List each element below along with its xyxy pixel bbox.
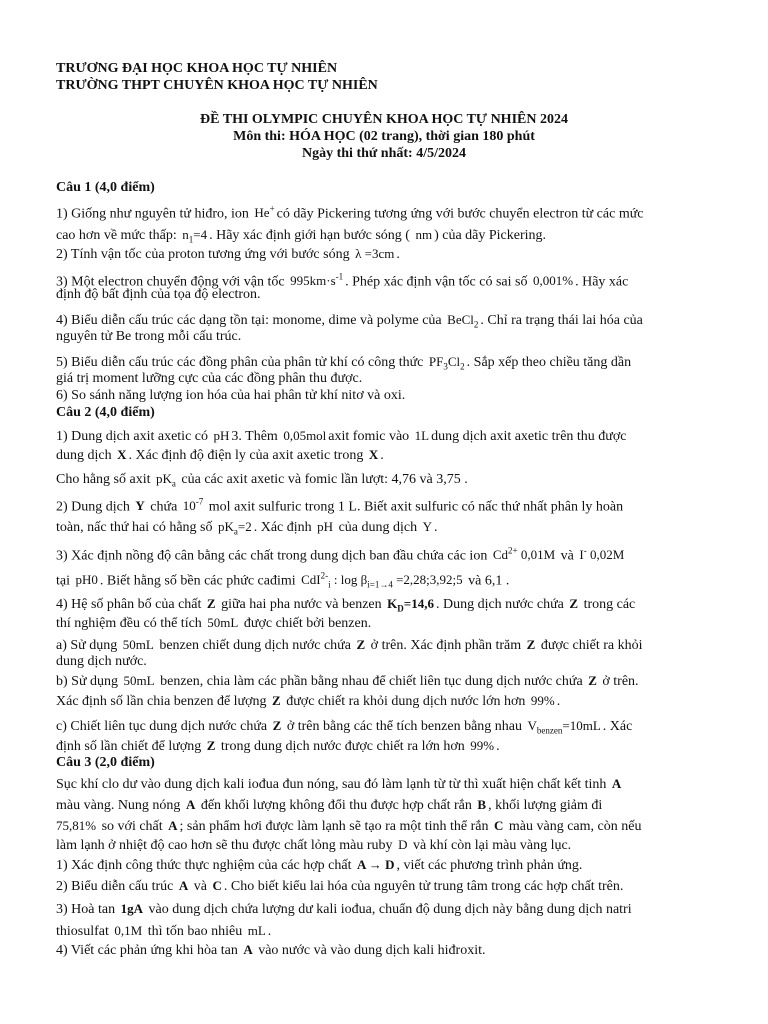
q1-line-9: giá trị moment lưỡng cực của các đồng phân thu được. [56, 371, 363, 386]
math-n1: $n_1=4$ [182, 227, 208, 245]
q3-line-7: 3) Hoà tan 1gA vào dung dịch chứa lượng dư kali iođua, chuẩn độ dung dịch này bằng dung dịch natri [56, 901, 632, 917]
q3-line-2: màu vàng. Nung nóng A đến khối lượng không đổi thu được hợp chất rắn B , khối lượng giảm đi [56, 797, 603, 813]
q2-line-10: a) Sử dụng 50mL benzen chiết dung dịch nước chứa Z ở trên. Xác định phần trăm Z được chiết ra khỏi [56, 637, 643, 653]
math-he-ion: He+ [254, 204, 275, 221]
math-z-8: Z [206, 738, 216, 753]
math-z-4: Z [526, 637, 536, 652]
math-becl2: BeCl$_2$ [447, 312, 479, 330]
math-ml: mL [247, 923, 266, 938]
math-i-ion: I- 0,02M [579, 546, 625, 563]
math-005mol: 0,05mol [283, 428, 327, 443]
math-pka2: $pK_a=2$ [218, 519, 252, 537]
math-z-6: Z [272, 693, 281, 708]
math-cd-ion: $Cd^{2+}$ 0,01M [492, 546, 556, 563]
math-y-2: Y [422, 519, 432, 534]
q1-line-10: 6) So sánh năng lượng ion hóa của hai phân tử khí nitơ và oxi. [56, 388, 406, 403]
q2-line-6: 3) Xác định nồng độ cân bằng các chất trong dung dịch ban đầu chứa các ion $Cd^{2+}$ 0,01M và I- 0,02M [56, 546, 625, 564]
q1-line-7: nguyên tử Be trong mỗi cấu trúc. [56, 329, 242, 344]
question-1-heading: Câu 1 (4,0 điểm) [56, 180, 155, 195]
math-vbenzen: $V_{benzen}=10mL$ [527, 718, 601, 736]
exam-title: ĐỀ THI OLYMPIC CHUYÊN KHOA HỌC TỰ NHIÊN 2024 [200, 112, 568, 127]
math-1ga: 1gA [120, 901, 143, 916]
q2-line-12: b) Sử dụng 50mL benzen, chia làm các phần bằng nhau để chiết liên tục dung dịch nước chứa Z ở trên. [56, 673, 639, 689]
math-ph-2: pH [317, 519, 334, 534]
math-nm: nm [415, 227, 433, 242]
university-name: TRƯƠNG ĐẠI HỌC KHOA HỌC TỰ NHIÊN [56, 61, 338, 76]
math-x: X [117, 447, 127, 462]
q2-line-2: dung dịch X . Xác định độ điện ly của axit axetic trong X . [56, 447, 384, 463]
math-pf3cl2: $PF_3Cl_2$ [428, 354, 465, 372]
math-velocity: $995km\cdot s^{-1}$ [290, 272, 344, 289]
math-a-4: A [178, 878, 189, 893]
math-50ml-3: 50mL [123, 673, 155, 688]
q1-line-2: cao hơn về mức thấp: $n_1=4$ . Hãy xác định giới hạn bước sóng ( nm ) của dãy Pickering. [56, 227, 547, 245]
q3-line-4: làm lạnh ở nhiệt độ cao hơn sẽ thu được chất lỏng màu ruby D và khí còn lại màu vàng lục. [56, 837, 572, 853]
math-99pct: 99% [530, 693, 555, 708]
math-y: Y [135, 498, 145, 514]
math-75pct: 75,81% [56, 818, 97, 833]
math-a-3: A [168, 818, 178, 833]
math-1e-7: $10^{-7}$ [182, 497, 204, 514]
math-z-7: Z [272, 718, 282, 733]
math-z-3: Z [356, 637, 366, 652]
q2-line-7: tại pH0 . Biết hằng số bền các phức cađimi CdI$^{2-}_i$ : $\log \beta_{i=1\to 4}$ =2,28;3,92;5 và 6,1 . [56, 571, 510, 590]
math-a: A [611, 776, 622, 791]
question-3-heading: Câu 3 (2,0 điểm) [56, 755, 155, 770]
q3-line-9: 4) Viết các phản ứng khi hòa tan A vào nước và vào dung dịch kali hiđroxit. [56, 942, 486, 958]
q2-line-8: 4) Hệ số phân bố của chất Z giữa hai pha nước và benzen $K_D=14,6$ . Dung dịch nước chứa Z trong các [56, 596, 636, 614]
exam-subject: Môn thi: HÓA HỌC (02 trang), thời gian 180 phút [233, 129, 535, 144]
q1-line-6: 4) Biểu diễn cấu trúc các dạng tồn tại: monome, dime và polyme của BeCl$_2$ . Chỉ ra trạng thái lai hóa của [56, 312, 643, 330]
q3-line-5: 1) Xác định công thức thực nghiệm của các hợp chất A → D , viết các phương trình phản ứng. [56, 857, 583, 873]
math-ph0: pH0 [75, 572, 98, 588]
math-z-5: Z [588, 673, 597, 688]
q2-line-4: 2) Dung dịch Y chứa $10^{-7}$ mol axit sulfuric trong 1 L. Biết axit sulfuric có nấc thứ nhất phân ly hoàn [56, 497, 624, 515]
math-ph: pH [213, 428, 230, 443]
math-99pct-2: 99% [470, 738, 495, 753]
q2-line-9: thí nghiệm đều có thể tích 50mL được chiết bởi benzen. [56, 615, 372, 631]
q2-line-14: c) Chiết liên tục dung dịch nước chứa Z ở trên bằng các thể tích benzen bằng nhau $V_{benzen}=10mL$ . Xác [56, 718, 633, 736]
math-1l: 1L [414, 428, 430, 443]
q1-line-5: định độ bất định của tọa độ electron. [56, 287, 261, 302]
q3-line-8: thiosulfat 0,1M thì tốn bao nhiêu mL . [56, 923, 272, 939]
math-z: Z [206, 596, 216, 611]
math-c-2: C [212, 878, 222, 893]
math-c: C [493, 818, 504, 833]
math-x-2: X [368, 447, 379, 462]
q1-line-1: 1) Giống như nguyên tử hiđro, ion He+ có dãy Pickering tương ứng với bước chuyển electron từ các mức [56, 204, 644, 222]
math-a-2: A [185, 797, 196, 812]
math-01m: 0,1M [114, 923, 143, 938]
math-z-2: Z [569, 596, 579, 611]
question-2-heading: Câu 2 (4,0 điểm) [56, 405, 155, 420]
math-a-to-d: A → D [356, 857, 395, 872]
math-d: D [398, 837, 408, 852]
exam-date: Ngày thi thứ nhất: 4/5/2024 [302, 146, 466, 161]
math-50ml: 50mL [207, 615, 239, 630]
q2-line-13: Xác định số lần chia benzen để lượng Z được chiết ra khỏi dung dịch nước lớn hơn 99% . [56, 693, 561, 709]
math-pka: $pK_a$ [156, 471, 176, 489]
math-error: 0,001% [532, 273, 574, 289]
q2-line-5: toàn, nấc thứ hai có hằng số $pK_a=2$ . Xác định pH của dung dịch Y . [56, 519, 438, 537]
q3-line-3: 75,81% so với chất A ; sản phẩm hơi được làm lạnh sẽ tạo ra một tinh thể rắn C màu vàng cam, còn nếu [56, 818, 642, 834]
math-lambda: λ =3cm [355, 246, 395, 261]
school-name: TRƯỜNG THPT CHUYÊN KHOA HỌC TỰ NHIÊN [56, 78, 378, 93]
q2-line-11: dung dịch nước. [56, 654, 147, 669]
q2-line-15: định số lần chiết để lượng Z trong dung dịch nước được chiết ra lớn hơn 99% . [56, 738, 500, 754]
q1-line-3: 2) Tính vận tốc của proton tương ứng với bước sóng λ =3cm . [56, 246, 400, 262]
q1-line-4: 3) Một electron chuyển động với vận tốc $995km\cdot s^{-1}$ . Phép xác định vận tốc có sai số 0,001% . Hãy xác [56, 272, 629, 290]
math-a-5: A [243, 942, 253, 957]
math-50ml-2: 50mL [122, 637, 154, 652]
q1-line-8: 5) Biểu diễn cấu trúc các đồng phân của phân tử khí có công thức $PF_3Cl_2$ . Sắp xếp theo chiều tăng dần [56, 354, 632, 372]
math-cdi-complex: CdI$^{2-}_i$ : $\log \beta_{i=1\to 4}$ =2,28;3,92;5 [301, 571, 463, 590]
q2-line-3: Cho hằng số axit $pK_a$ của các axit axetic và fomic lần lượt: 4,76 và 3,75 . [56, 471, 468, 489]
math-kd: $K_D=14,6$ [387, 596, 434, 614]
math-b: B [477, 797, 487, 812]
q2-line-1: 1) Dung dịch axit axetic có pH 3. Thêm 0,05mol axit fomic vào 1L dung dịch axit axetic trên thu được [56, 428, 627, 444]
q3-line-6: 2) Biểu diễn cấu trúc A và C . Cho biết kiểu lai hóa của nguyên tử trung tâm trong các hợp chất trên. [56, 878, 624, 894]
q3-line-1: Sục khí clo dư vào dung dịch kali iođua đun nóng, sau đó làm lạnh từ từ thì xuất hiện chất kết tinh A [56, 776, 622, 792]
